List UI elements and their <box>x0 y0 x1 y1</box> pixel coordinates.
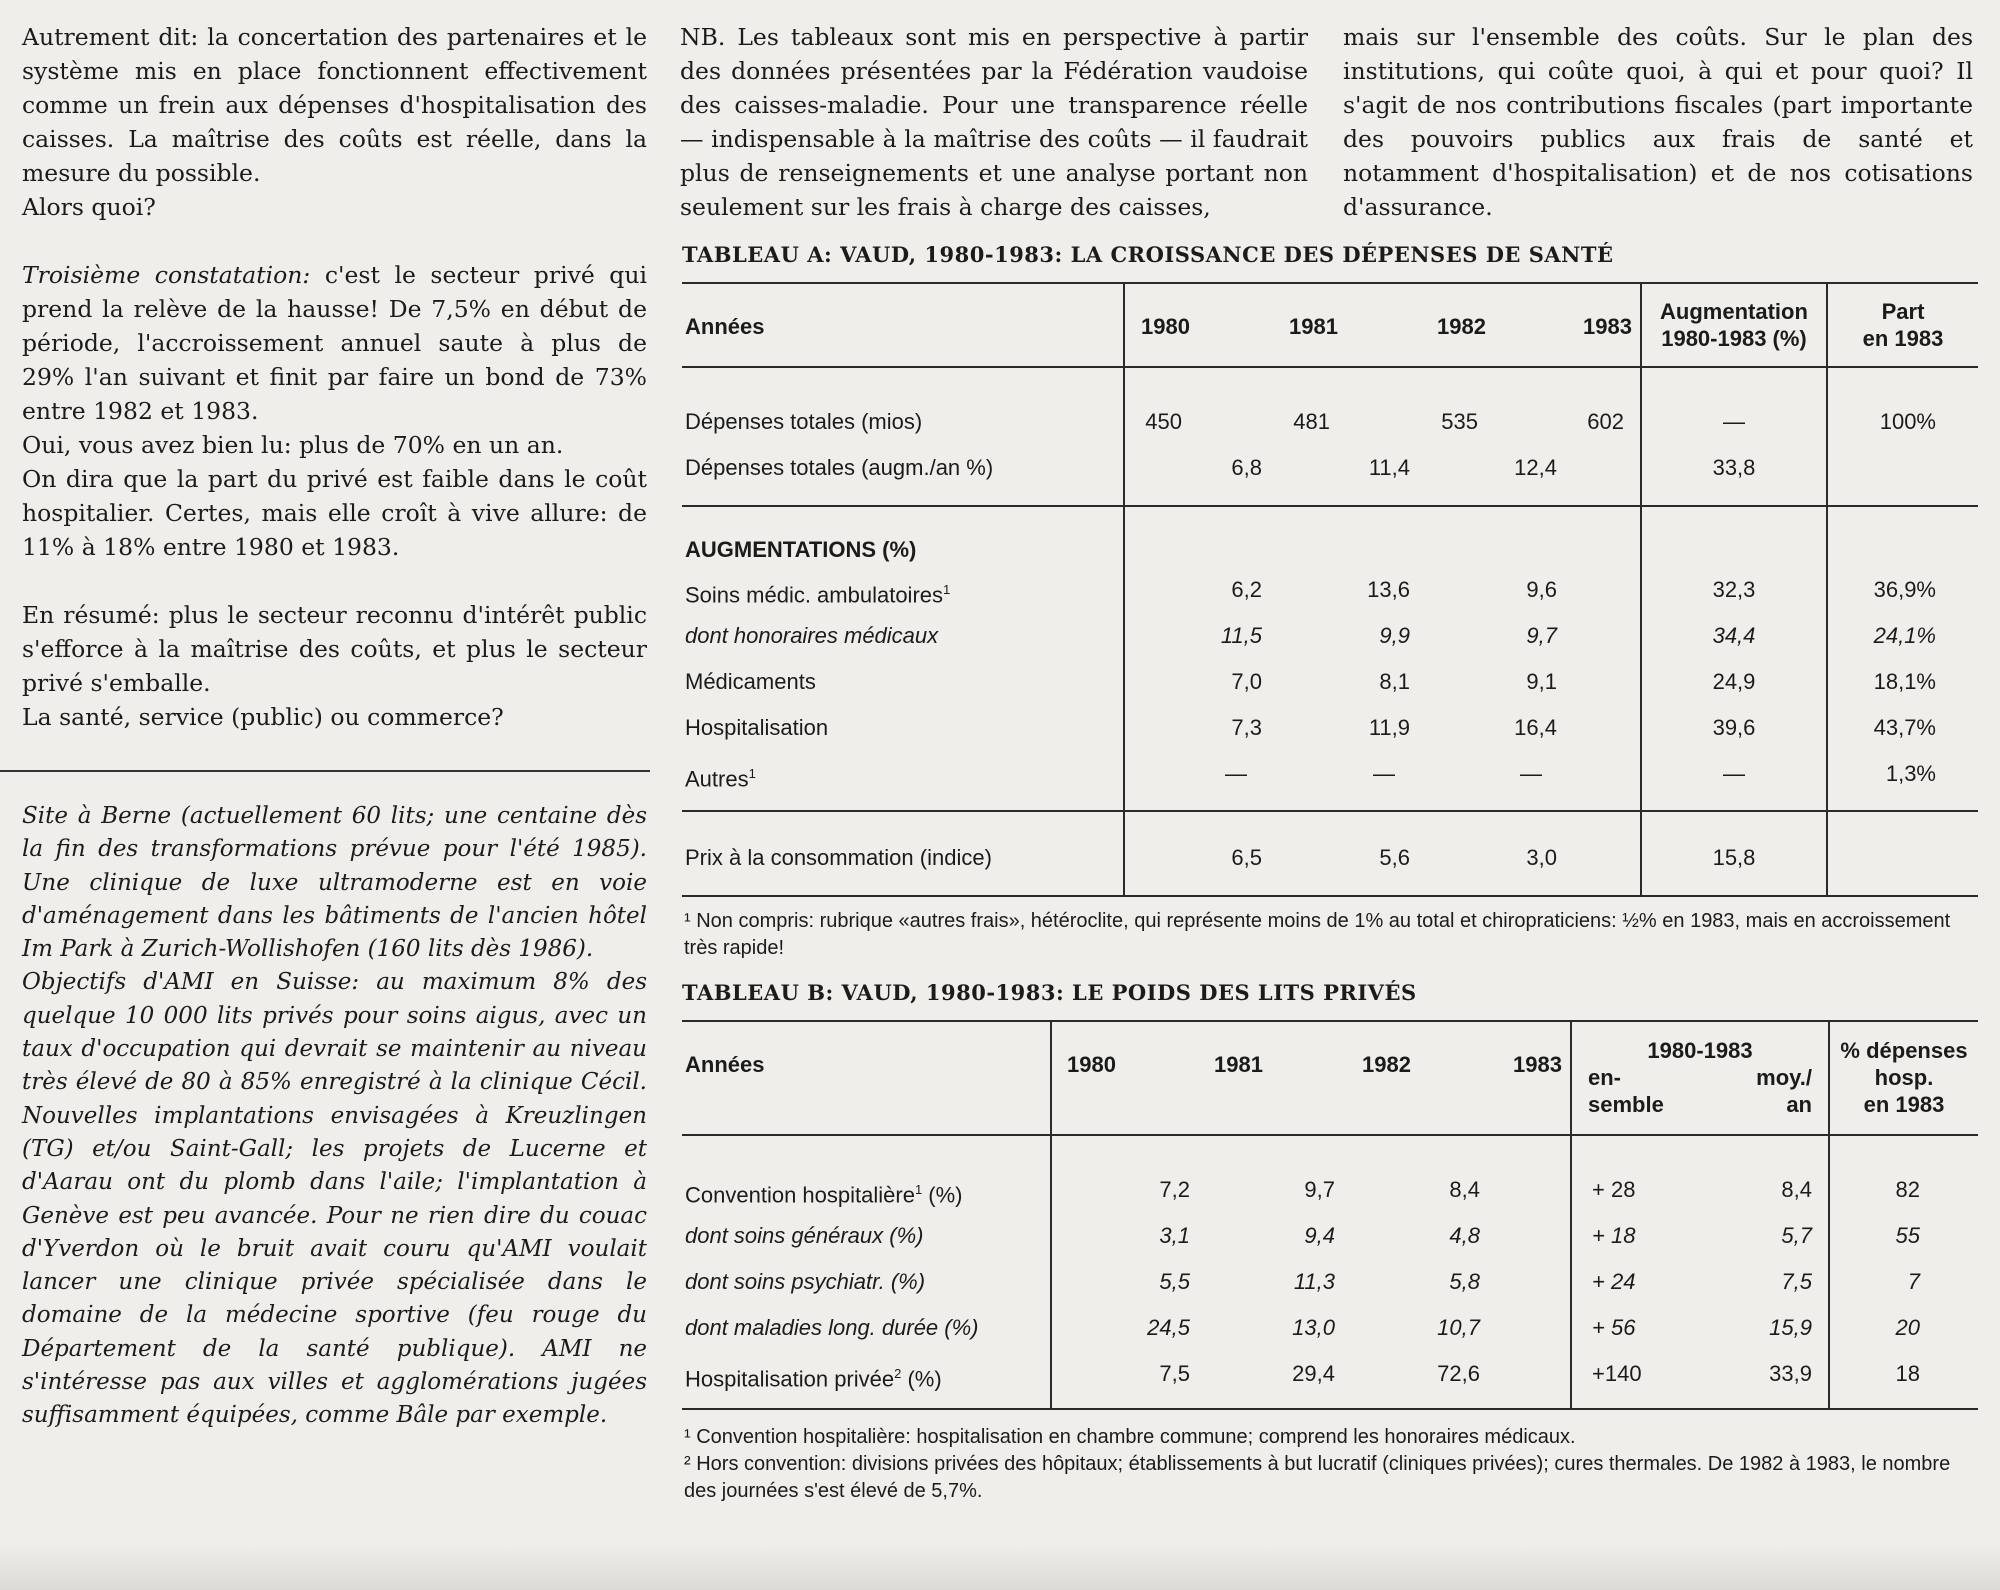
table-row-label: Autres$^1$ <box>685 766 756 792</box>
table-cell: 9,6 <box>1526 577 1557 602</box>
table-cell: 82 <box>1895 1177 1920 1202</box>
table-cell: 8,4 <box>1781 1177 1812 1202</box>
table-cell: 13,0 <box>1292 1315 1335 1340</box>
table-cell: — <box>1723 761 1745 786</box>
table-cell: 11,9 <box>1368 715 1410 740</box>
paragraph-on-dira: On dira que la part du privé est faible dans le coût hospitalier. Certes, mais elle croît à vive allure: de 11% à 18% entre 1980 et 1983. <box>22 465 647 561</box>
table-cell: 5,7 <box>1781 1223 1812 1248</box>
table-cell: 9,4 <box>1304 1223 1335 1248</box>
table-cell: 100% <box>1879 409 1936 434</box>
table-a-header-part-2: en 1983 <box>1862 326 1944 351</box>
table-cell: 6,5 <box>1231 845 1262 870</box>
table-b-header-period: 1980-1983 <box>1647 1038 1753 1063</box>
table-b-header-1983: 1983 <box>1513 1052 1562 1077</box>
table-b-header-pct-2: hosp. <box>1874 1065 1934 1090</box>
table-a-header-part-1: Part <box>1881 299 1925 324</box>
table-cell: 450 <box>1145 409 1182 434</box>
table-a-header-1981: 1981 <box>1289 314 1338 339</box>
table-b-caption: TABLEAU B: VAUD, 1980-1983: LE POIDS DES LITS PRIVÉS <box>682 980 1417 1005</box>
table-cell: 4,8 <box>1449 1223 1480 1248</box>
table-b-header-1980: 1980 <box>1067 1052 1116 1077</box>
table-a-header-aug-2: 1980-1983 (%) <box>1661 326 1807 351</box>
inset-paragraph-2: Objectifs d'AMI en Suisse: au maximum 8% des quelque 10 000 lits privés pour soins aigus, avec un taux d'occupation qui devrait se maintenir au niveau très élevé de 80 à 85% enregistré à la clinique Cécil. Nouvelles implantations envisagées à Kreuzlingen (TG) et/ou Saint-Gall; les projets de Lucerne et d'Aarau ont du plomb dans l'aile; l'implantation à Genève est peu avancée. Pour ne rien dire du couac d'Yverdon où le bruit avait couru qu'AMI voulait lancer une clinique privée spécialisée dans le domaine de la médecine sportive (feu rouge du Département de la santé publique). AMI ne s'intéresse pas aux villes et agglomérations jugées suffisamment équipées, comme Bâle par exemple. <box>22 969 647 1429</box>
inset-divider <box>0 770 650 772</box>
table-cell: 29,4 <box>1292 1361 1335 1386</box>
note-continued: mais sur l'ensemble des coûts. Sur le plan des institutions, qui coûte quoi, à qui et pour quoi? Il s'agit de nos contributions fiscales (part importante des pouvoirs publics aux frais de santé et notamment d'hospitalisation) et de nos cotisations d'assurance. <box>1343 23 1973 221</box>
table-cell: 602 <box>1587 409 1624 434</box>
paragraph-en-resume: En résumé: plus le secteur reconnu d'intérêt public s'efforce à la maîtrise des coûts, et plus le secteur privé s'emballe. <box>22 601 647 697</box>
troisieme-text: c'est le secteur privé qui prend la relève de la hausse! De 7,5% en début de période, l'accroissement annuel saute à plus de 29% l'an suivant et finit par faire un bond de 73% entre 1982 et 1983. <box>22 261 647 425</box>
paragraph-oui: Oui, vous avez bien lu: plus de 70% en un an. <box>22 431 564 459</box>
table-a-section-augmentations: AUGMENTATIONS (%) <box>685 537 917 562</box>
table-row-label: Soins médic. ambulatoires$^1$ <box>685 582 951 608</box>
ami-inset <box>22 800 647 1433</box>
table-b-header-ensemble-2: semble <box>1588 1092 1664 1117</box>
table-cell: 5,5 <box>1159 1269 1190 1294</box>
table-cell: 24,5 <box>1147 1315 1190 1340</box>
paragraph-autrement: Autrement dit: la concertation des partenaires et le système mis en place fonctionnent effectivement comme un frein aux dépenses d'hospitalisation des caisses. La maîtrise des coûts est réelle, dans la mesure du possible. <box>22 23 647 187</box>
table-cell: 5,8 <box>1449 1269 1480 1294</box>
table-cell: 481 <box>1293 409 1330 434</box>
table-cell: 9,7 <box>1304 1177 1335 1202</box>
table-cell: 3,0 <box>1526 845 1557 870</box>
table-b-header-moy-1: moy./ <box>1756 1065 1812 1090</box>
table-cell: 18 <box>1895 1361 1920 1386</box>
table-b-header-pct-1: % dépenses <box>1840 1038 1968 1063</box>
table-a-header-1980: 1980 <box>1141 314 1190 339</box>
table-cell: 9,1 <box>1526 669 1557 694</box>
table-row-label: Dépenses totales (augm./an %) <box>685 455 994 480</box>
table-cell: — <box>1225 761 1247 786</box>
table-cell: 11,5 <box>1220 623 1262 648</box>
table-cell: 11,4 <box>1368 455 1410 480</box>
table-cell: + 18 <box>1592 1223 1636 1248</box>
table-row-label: dont honoraires médicaux <box>685 623 939 648</box>
table-b-header-annees: Années <box>685 1052 765 1077</box>
table-cell: 6,8 <box>1231 455 1262 480</box>
table-cell: 535 <box>1441 409 1478 434</box>
table-cell: 55 <box>1895 1223 1920 1248</box>
note-column-1 <box>680 20 1308 224</box>
table-cell: 13,6 <box>1367 577 1410 602</box>
left-column <box>22 20 647 734</box>
table-cell: — <box>1520 761 1542 786</box>
table-cell: +140 <box>1592 1361 1642 1386</box>
table-cell: 33,9 <box>1769 1361 1812 1386</box>
table-cell: 16,4 <box>1514 715 1557 740</box>
table-row-label: Hospitalisation <box>685 715 829 740</box>
table-cell: — <box>1373 761 1395 786</box>
table-b-header-1982: 1982 <box>1362 1052 1411 1077</box>
table-cell: 11,3 <box>1293 1269 1335 1294</box>
table-a-header-1983: 1983 <box>1583 314 1632 339</box>
paragraph-troisieme <box>22 258 647 428</box>
table-cell: 7,5 <box>1159 1361 1190 1386</box>
table-cell: 33,8 <box>1712 455 1756 480</box>
table-cell: 24,1% <box>1873 623 1936 648</box>
table-cell: 43,7% <box>1873 715 1936 740</box>
table-row-label: Hospitalisation privée$^2$ (%) <box>685 1366 942 1392</box>
table-b-footnote-2: ² Hors convention: divisions privées des hôpitaux; établissements à but lucratif (cliniques privées); cures thermales. De 1982 à 1983, le nombre des journées s'est élevé de 5,7%. <box>684 1453 1951 1502</box>
table-a-header-aug-1: Augmentation <box>1660 299 1808 324</box>
table-cell: 34,4 <box>1712 623 1756 648</box>
table-cell: 8,1 <box>1379 669 1410 694</box>
table-cell: 7,3 <box>1231 715 1262 740</box>
table-cell: 24,9 <box>1712 669 1756 694</box>
table-b-footnote-1: ¹ Convention hospitalière: hospitalisation en chambre commune; comprend les honoraires médicaux. <box>684 1426 1576 1448</box>
page-bottom-shadow <box>0 1545 2000 1590</box>
table-cell: 15,9 <box>1769 1315 1812 1340</box>
table-cell: 12,4 <box>1514 455 1557 480</box>
table-b-header-1981: 1981 <box>1214 1052 1263 1077</box>
table-cell: — <box>1723 409 1745 434</box>
table-cell: 7,0 <box>1231 669 1262 694</box>
paragraph-la-sante: La santé, service (public) ou commerce? <box>22 703 504 731</box>
table-a-header-annees: Années <box>685 314 765 339</box>
table-cell: 39,6 <box>1712 715 1756 740</box>
table-a-header-1982: 1982 <box>1437 314 1486 339</box>
note-nb: NB. Les tableaux sont mis en perspective à partir des données présentées par la Fédération vaudoise des caisses-maladie. Pour une transparence réelle — indispensable à la maîtrise des coûts — il faudrait plus de renseignements et une analyse portant non seulement sur les frais à charge des caisses, <box>680 23 1308 221</box>
table-cell: 18,1% <box>1873 669 1936 694</box>
table-row-label: Dépenses totales (mios) <box>685 409 923 434</box>
table-cell: 32,3 <box>1712 577 1756 602</box>
inset-paragraph-1: Site à Berne (actuellement 60 lits; une centaine dès la fin des transformations prévue pour l'été 1985). Une clinique de luxe ultramoderne est en voie d'aménagement dans les bâtiments de l'ancien hôtel Im Park à Zurich-Wollishofen (160 lits dès 1986). <box>22 803 647 963</box>
table-cell: 20 <box>1895 1315 1920 1340</box>
table-row-label: dont soins psychiatr. (%) <box>685 1269 926 1294</box>
table-cell: + 24 <box>1592 1269 1636 1294</box>
table-row-label: Convention hospitalière$^1$ (%) <box>685 1182 963 1208</box>
table-cell: 5,6 <box>1379 845 1410 870</box>
table-b-header-moy-2: an <box>1786 1092 1812 1117</box>
table-cell: + 28 <box>1592 1177 1636 1202</box>
table-row-label: Prix à la consommation (indice) <box>685 845 992 870</box>
paragraph-alors: Alors quoi? <box>22 193 156 221</box>
table-cell: 36,9% <box>1873 577 1936 602</box>
table-cell: 7 <box>1907 1269 1920 1294</box>
table-cell: 9,9 <box>1379 623 1410 648</box>
table-a-footnote: ¹ Non compris: rubrique «autres frais», hétéroclite, qui représente moins de 1% au total et chiropraticiens: ½% en 1983, mais en accroissement très rapide! <box>684 910 1951 959</box>
table-cell: 15,8 <box>1712 845 1756 870</box>
table-cell: 7,5 <box>1781 1269 1812 1294</box>
note-column-2 <box>1343 20 1973 224</box>
table-cell: 8,4 <box>1449 1177 1480 1202</box>
table-cell: 1,3% <box>1885 761 1936 786</box>
table-row-label: dont soins généraux (%) <box>685 1223 924 1248</box>
table-b-header-ensemble-1: en- <box>1588 1065 1621 1090</box>
table-cell: 72,6 <box>1437 1361 1480 1386</box>
table-cell: 7,2 <box>1159 1177 1190 1202</box>
table-b-header-pct-3: en 1983 <box>1863 1092 1945 1117</box>
table-a-caption: TABLEAU A: VAUD, 1980-1983: LA CROISSANCE DES DÉPENSES DE SANTÉ <box>682 242 1614 267</box>
table-row-label: Médicaments <box>685 669 816 694</box>
table-cell: 6,2 <box>1231 577 1262 602</box>
table-cell: 10,7 <box>1437 1315 1480 1340</box>
table-cell: 3,1 <box>1159 1223 1190 1248</box>
table-cell: 9,7 <box>1526 623 1557 648</box>
table-row-label: dont maladies long. durée (%) <box>685 1315 979 1340</box>
troisieme-label: Troisième constatation: <box>22 261 311 289</box>
table-cell: + 56 <box>1592 1315 1636 1340</box>
